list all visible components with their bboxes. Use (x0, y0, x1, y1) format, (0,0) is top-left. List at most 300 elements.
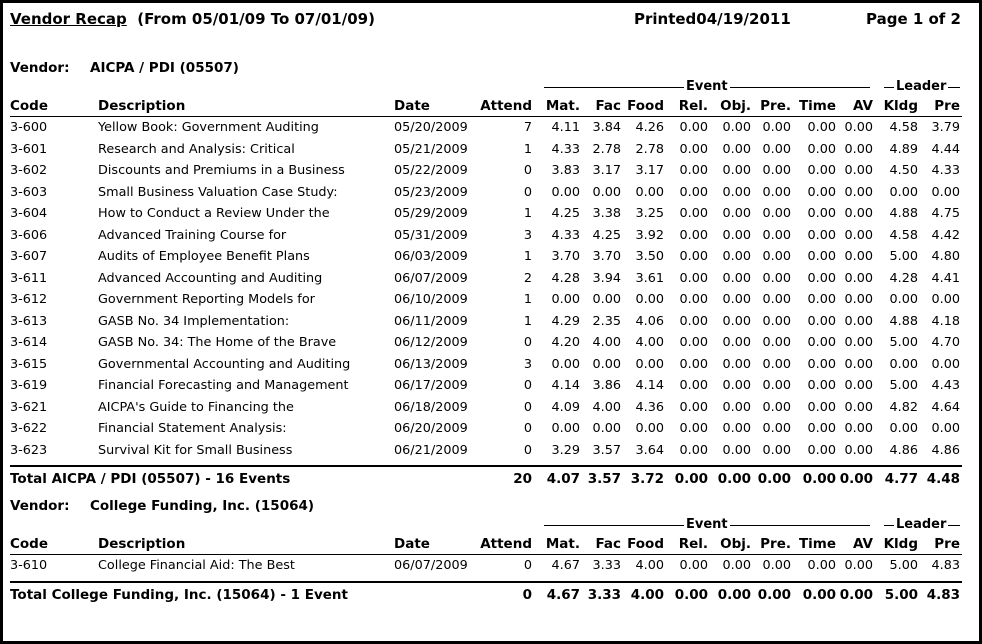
cell-date: 06/11/2009 (394, 313, 468, 329)
total-fac: 3.57 (587, 471, 621, 487)
cell-time: 0.00 (807, 141, 836, 157)
cell-pre: 0.00 (762, 292, 791, 307)
cell-pre: 0.00 (762, 378, 791, 393)
cell-pre: 0.00 (762, 442, 791, 458)
total-av: 0.00 (839, 471, 873, 487)
cell-desc: Financial Forecasting and Management (98, 378, 349, 393)
cell-obj: 0.00 (722, 141, 751, 157)
cell-mat: 0.00 (551, 421, 580, 436)
cell-obj: 0.00 (722, 206, 751, 221)
cell-lpre: 4.70 (931, 335, 960, 350)
cell-code: 3-602 (10, 163, 48, 178)
cell-mat: 4.09 (551, 399, 580, 415)
event-group-header (544, 518, 870, 532)
total-rel: 0.00 (674, 586, 708, 603)
cell-code: 3-600 (10, 120, 48, 135)
cell-date: 06/12/2009 (394, 335, 468, 350)
cell-time: 0.00 (807, 227, 836, 243)
cell-desc: College Financial Aid: The Best (98, 558, 295, 573)
cell-mat: 3.83 (551, 163, 580, 178)
cell-mat: 4.14 (551, 378, 580, 393)
cell-code: 3-613 (10, 313, 48, 329)
cell-fac: 3.86 (592, 378, 621, 393)
cell-fac: 4.25 (592, 227, 621, 243)
cell-rel: 0.00 (679, 184, 708, 200)
cell-desc: Survival Kit for Small Business (98, 442, 293, 458)
column-header-fac: Fac (595, 98, 621, 114)
total-time: 0.00 (802, 471, 836, 487)
report-date-range: (From 05/01/09 To 07/01/09) (137, 10, 375, 28)
cell-kldg: 5.00 (889, 378, 918, 393)
cell-date: 06/07/2009 (394, 558, 468, 573)
leader-group-header (884, 80, 960, 94)
cell-attend: 0 (523, 335, 532, 350)
cell-food: 0.00 (635, 421, 664, 436)
cell-obj: 0.00 (722, 270, 751, 286)
total-attend: 0 (522, 586, 532, 603)
cell-obj: 0.00 (722, 120, 751, 135)
cell-time: 0.00 (807, 558, 836, 573)
cell-date: 06/21/2009 (394, 442, 468, 458)
cell-time: 0.00 (807, 270, 836, 286)
cell-food: 3.64 (635, 442, 664, 458)
cell-pre: 0.00 (762, 184, 791, 200)
cell-kldg: 0.00 (889, 184, 918, 200)
cell-pre: 0.00 (762, 335, 791, 350)
report-title: Vendor Recap (10, 10, 127, 28)
cell-fac: 3.94 (592, 270, 621, 286)
cell-obj: 0.00 (722, 558, 751, 573)
cell-obj: 0.00 (722, 378, 751, 393)
cell-mat: 0.00 (551, 184, 580, 200)
cell-fac: 3.33 (592, 558, 621, 573)
cell-pre: 0.00 (762, 120, 791, 135)
cell-date: 06/03/2009 (394, 249, 468, 264)
cell-lpre: 4.18 (931, 313, 960, 329)
cell-lpre: 4.42 (931, 227, 960, 243)
cell-obj: 0.00 (722, 292, 751, 307)
total-rule (10, 465, 962, 467)
cell-kldg: 5.00 (889, 335, 918, 350)
total-av: 0.00 (839, 586, 873, 603)
total-fac: 3.33 (587, 586, 621, 603)
cell-pre: 0.00 (762, 249, 791, 264)
cell-code: 3-606 (10, 227, 48, 243)
cell-mat: 4.28 (551, 270, 580, 286)
cell-time: 0.00 (807, 163, 836, 178)
cell-kldg: 4.50 (889, 163, 918, 178)
column-header-mat: Mat. (545, 536, 580, 552)
cell-food: 4.14 (635, 378, 664, 393)
cell-mat: 4.29 (551, 313, 580, 329)
total-mat: 4.67 (546, 586, 580, 603)
cell-mat: 4.33 (551, 227, 580, 243)
printed-label: Printed (634, 10, 697, 28)
cell-lpre: 4.41 (931, 270, 960, 286)
cell-kldg: 0.00 (889, 356, 918, 372)
cell-code: 3-615 (10, 356, 48, 372)
cell-code: 3-607 (10, 249, 48, 264)
cell-av: 0.00 (844, 356, 873, 372)
cell-attend: 1 (523, 313, 532, 329)
cell-obj: 0.00 (722, 356, 751, 372)
cell-kldg: 4.88 (889, 206, 918, 221)
cell-food: 3.61 (635, 270, 664, 286)
column-header-rel: Rel. (678, 536, 708, 552)
cell-desc: GASB No. 34 Implementation: (98, 313, 290, 329)
leader-group-label: Leader (896, 517, 947, 532)
cell-rel: 0.00 (679, 313, 708, 329)
cell-fac: 3.17 (592, 163, 621, 178)
cell-time: 0.00 (807, 399, 836, 415)
cell-mat: 3.70 (551, 249, 580, 264)
cell-attend: 0 (523, 558, 532, 573)
cell-food: 4.36 (635, 399, 664, 415)
vendor-name: College Funding, Inc. (15064) (90, 498, 315, 514)
cell-date: 06/18/2009 (394, 399, 468, 415)
column-header-obj: Obj. (720, 98, 751, 114)
cell-kldg: 4.82 (889, 399, 918, 415)
total-time: 0.00 (802, 586, 836, 603)
cell-date: 06/20/2009 (394, 421, 468, 436)
cell-attend: 7 (523, 120, 532, 135)
cell-attend: 0 (523, 399, 532, 415)
cell-desc: Yellow Book: Government Auditing (98, 120, 319, 135)
cell-rel: 0.00 (679, 206, 708, 221)
cell-pre: 0.00 (762, 558, 791, 573)
cell-time: 0.00 (807, 356, 836, 372)
column-header-pre: Pre. (760, 98, 791, 114)
cell-attend: 0 (523, 378, 532, 393)
cell-date: 05/31/2009 (394, 227, 468, 243)
column-header-kldg: Kldg (883, 536, 918, 552)
total-lpre: 4.48 (926, 471, 960, 487)
column-header-av: AV (853, 536, 873, 552)
cell-attend: 1 (523, 206, 532, 221)
cell-obj: 0.00 (722, 227, 751, 243)
cell-code: 3-601 (10, 141, 48, 157)
column-header-attend: Attend (480, 536, 532, 552)
column-header-kldg: Kldg (883, 98, 918, 114)
cell-lpre: 4.86 (931, 442, 960, 458)
cell-food: 4.00 (635, 335, 664, 350)
cell-pre: 0.00 (762, 270, 791, 286)
cell-attend: 0 (523, 163, 532, 178)
cell-food: 4.06 (635, 313, 664, 329)
total-pre: 0.00 (757, 471, 791, 487)
cell-desc: Small Business Valuation Case Study: (98, 184, 338, 200)
cell-fac: 2.78 (592, 141, 621, 157)
cell-lpre: 4.80 (931, 249, 960, 264)
cell-rel: 0.00 (679, 421, 708, 436)
column-header-date: Date (394, 536, 430, 552)
cell-obj: 0.00 (722, 184, 751, 200)
column-header-mat: Mat. (545, 98, 580, 114)
cell-food: 0.00 (635, 184, 664, 200)
total-rel: 0.00 (674, 471, 708, 487)
cell-mat: 0.00 (551, 356, 580, 372)
cell-av: 0.00 (844, 206, 873, 221)
cell-kldg: 4.88 (889, 313, 918, 329)
cell-av: 0.00 (844, 184, 873, 200)
total-kldg: 5.00 (884, 586, 918, 603)
cell-desc: Financial Statement Analysis: (98, 421, 287, 436)
cell-fac: 3.38 (592, 206, 621, 221)
vendor-label: Vendor: (10, 60, 70, 76)
cell-attend: 1 (523, 141, 532, 157)
cell-time: 0.00 (807, 421, 836, 436)
cell-code: 3-623 (10, 442, 48, 458)
cell-date: 05/22/2009 (394, 163, 468, 178)
cell-rel: 0.00 (679, 270, 708, 286)
cell-av: 0.00 (844, 335, 873, 350)
cell-av: 0.00 (844, 442, 873, 458)
total-obj: 0.00 (717, 586, 751, 603)
cell-fac: 0.00 (592, 184, 621, 200)
column-header-desc: Description (98, 98, 186, 114)
cell-time: 0.00 (807, 184, 836, 200)
column-header-desc: Description (98, 536, 186, 552)
cell-code: 3-621 (10, 399, 48, 415)
cell-pre: 0.00 (762, 141, 791, 157)
cell-av: 0.00 (844, 249, 873, 264)
cell-fac: 4.00 (592, 399, 621, 415)
cell-rel: 0.00 (679, 356, 708, 372)
column-header-lpre: Pre (934, 98, 960, 114)
leader-group-header (884, 518, 960, 532)
total-lpre: 4.83 (926, 586, 960, 603)
total-attend: 20 (513, 471, 532, 487)
column-header-time: Time (798, 536, 836, 552)
cell-attend: 3 (523, 227, 532, 243)
cell-desc: AICPA's Guide to Financing the (98, 399, 294, 415)
cell-attend: 0 (523, 184, 532, 200)
cell-fac: 2.35 (592, 313, 621, 329)
cell-mat: 4.20 (551, 335, 580, 350)
event-group-label: Event (686, 79, 728, 94)
cell-pre: 0.00 (762, 356, 791, 372)
cell-av: 0.00 (844, 270, 873, 286)
cell-lpre: 3.79 (931, 120, 960, 135)
cell-time: 0.00 (807, 206, 836, 221)
cell-rel: 0.00 (679, 249, 708, 264)
cell-desc: Discounts and Premiums in a Business (98, 163, 345, 178)
total-rule (10, 581, 962, 583)
cell-mat: 3.29 (551, 442, 580, 458)
cell-fac: 0.00 (592, 421, 621, 436)
cell-attend: 0 (523, 442, 532, 458)
cell-desc: Advanced Training Course for (98, 227, 287, 243)
cell-kldg: 5.00 (889, 249, 918, 264)
cell-attend: 1 (523, 249, 532, 264)
column-header-code: Code (10, 536, 49, 552)
column-header-attend: Attend (480, 98, 532, 114)
cell-time: 0.00 (807, 249, 836, 264)
cell-desc: How to Conduct a Review Under the (98, 206, 330, 221)
cell-obj: 0.00 (722, 163, 751, 178)
cell-lpre: 4.33 (931, 163, 960, 178)
cell-code: 3-611 (10, 270, 48, 286)
vendor-label: Vendor: (10, 498, 70, 514)
cell-food: 3.92 (635, 227, 664, 243)
cell-code: 3-619 (10, 378, 48, 393)
cell-obj: 0.00 (722, 421, 751, 436)
cell-kldg: 4.58 (889, 227, 918, 243)
printed-value: 04/19/2011 (696, 10, 791, 28)
cell-fac: 4.00 (592, 335, 621, 350)
cell-attend: 0 (523, 421, 532, 436)
cell-rel: 0.00 (679, 442, 708, 458)
cell-mat: 0.00 (551, 292, 580, 307)
cell-desc: GASB No. 34: The Home of the Brave (98, 335, 337, 350)
total-mat: 4.07 (546, 471, 580, 487)
cell-mat: 4.67 (551, 558, 580, 573)
cell-rel: 0.00 (679, 399, 708, 415)
cell-kldg: 4.86 (889, 442, 918, 458)
cell-mat: 4.33 (551, 141, 580, 157)
cell-rel: 0.00 (679, 120, 708, 135)
cell-code: 3-614 (10, 335, 48, 350)
cell-pre: 0.00 (762, 206, 791, 221)
cell-av: 0.00 (844, 227, 873, 243)
column-header-date: Date (394, 98, 430, 114)
cell-time: 0.00 (807, 292, 836, 307)
cell-av: 0.00 (844, 292, 873, 307)
cell-rel: 0.00 (679, 378, 708, 393)
cell-time: 0.00 (807, 378, 836, 393)
column-header-food: Food (627, 536, 664, 552)
cell-av: 0.00 (844, 163, 873, 178)
cell-date: 06/13/2009 (394, 356, 468, 372)
cell-lpre: 0.00 (931, 292, 960, 307)
cell-av: 0.00 (844, 313, 873, 329)
cell-time: 0.00 (807, 442, 836, 458)
cell-fac: 3.57 (592, 442, 621, 458)
cell-date: 05/20/2009 (394, 120, 468, 135)
column-header-av: AV (853, 98, 873, 114)
cell-desc: Advanced Accounting and Auditing (98, 270, 323, 286)
cell-desc: Government Reporting Models for (98, 292, 315, 307)
cell-fac: 3.70 (592, 249, 621, 264)
cell-time: 0.00 (807, 120, 836, 135)
report-page (10, 6, 962, 634)
cell-food: 0.00 (635, 356, 664, 372)
cell-code: 3-622 (10, 421, 48, 436)
cell-lpre: 4.75 (931, 206, 960, 221)
cell-kldg: 4.28 (889, 270, 918, 286)
cell-food: 2.78 (635, 141, 664, 157)
cell-code: 3-612 (10, 292, 48, 307)
column-header-fac: Fac (595, 536, 621, 552)
cell-food: 3.25 (635, 206, 664, 221)
cell-code: 3-610 (10, 558, 48, 573)
header-rule (10, 116, 962, 117)
cell-date: 05/23/2009 (394, 184, 468, 200)
cell-date: 06/10/2009 (394, 292, 468, 307)
cell-rel: 0.00 (679, 292, 708, 307)
cell-av: 0.00 (844, 399, 873, 415)
cell-food: 4.26 (635, 120, 664, 135)
page-indicator: Page 1 of 2 (866, 10, 961, 28)
cell-desc: Research and Analysis: Critical (98, 141, 295, 157)
cell-desc: Audits of Employee Benefit Plans (98, 249, 310, 264)
column-header-pre: Pre. (760, 536, 791, 552)
total-kldg: 4.77 (884, 471, 918, 487)
cell-lpre: 0.00 (931, 356, 960, 372)
total-food: 4.00 (630, 586, 664, 603)
cell-av: 0.00 (844, 141, 873, 157)
cell-lpre: 4.44 (931, 141, 960, 157)
cell-av: 0.00 (844, 421, 873, 436)
column-header-rel: Rel. (678, 98, 708, 114)
cell-food: 3.50 (635, 249, 664, 264)
cell-pre: 0.00 (762, 227, 791, 243)
cell-obj: 0.00 (722, 249, 751, 264)
cell-lpre: 0.00 (931, 421, 960, 436)
cell-lpre: 4.83 (931, 558, 960, 573)
cell-kldg: 0.00 (889, 421, 918, 436)
column-header-code: Code (10, 98, 49, 114)
cell-obj: 0.00 (722, 335, 751, 350)
cell-kldg: 5.00 (889, 558, 918, 573)
cell-attend: 2 (523, 270, 532, 286)
cell-rel: 0.00 (679, 558, 708, 573)
cell-desc: Governmental Accounting and Auditing (98, 356, 351, 372)
cell-fac: 0.00 (592, 292, 621, 307)
cell-obj: 0.00 (722, 442, 751, 458)
cell-kldg: 4.89 (889, 141, 918, 157)
column-header-lpre: Pre (934, 536, 960, 552)
cell-code: 3-603 (10, 184, 48, 200)
report-header (10, 10, 375, 28)
event-group-header (544, 80, 870, 94)
column-header-obj: Obj. (720, 536, 751, 552)
cell-mat: 4.25 (551, 206, 580, 221)
cell-rel: 0.00 (679, 227, 708, 243)
leader-group-label: Leader (896, 79, 947, 94)
header-rule (10, 554, 962, 555)
cell-attend: 1 (523, 292, 532, 307)
cell-food: 4.00 (635, 558, 664, 573)
cell-obj: 0.00 (722, 313, 751, 329)
cell-date: 06/07/2009 (394, 270, 468, 286)
cell-av: 0.00 (844, 378, 873, 393)
column-header-time: Time (798, 98, 836, 114)
cell-attend: 3 (523, 356, 532, 372)
printed-date (634, 10, 791, 28)
column-header-food: Food (627, 98, 664, 114)
total-pre: 0.00 (757, 586, 791, 603)
cell-pre: 0.00 (762, 421, 791, 436)
total-food: 3.72 (630, 471, 664, 487)
vendor-name: AICPA / PDI (05507) (90, 60, 239, 76)
cell-rel: 0.00 (679, 141, 708, 157)
cell-food: 0.00 (635, 292, 664, 307)
cell-lpre: 4.64 (931, 399, 960, 415)
cell-rel: 0.00 (679, 335, 708, 350)
cell-kldg: 4.58 (889, 120, 918, 135)
cell-code: 3-604 (10, 206, 48, 221)
cell-av: 0.00 (844, 558, 873, 573)
cell-pre: 0.00 (762, 163, 791, 178)
total-label: Total College Funding, Inc. (15064) - 1 Event (10, 586, 348, 603)
cell-rel: 0.00 (679, 163, 708, 178)
cell-pre: 0.00 (762, 399, 791, 415)
cell-pre: 0.00 (762, 313, 791, 329)
cell-time: 0.00 (807, 313, 836, 329)
total-obj: 0.00 (717, 471, 751, 487)
cell-time: 0.00 (807, 335, 836, 350)
